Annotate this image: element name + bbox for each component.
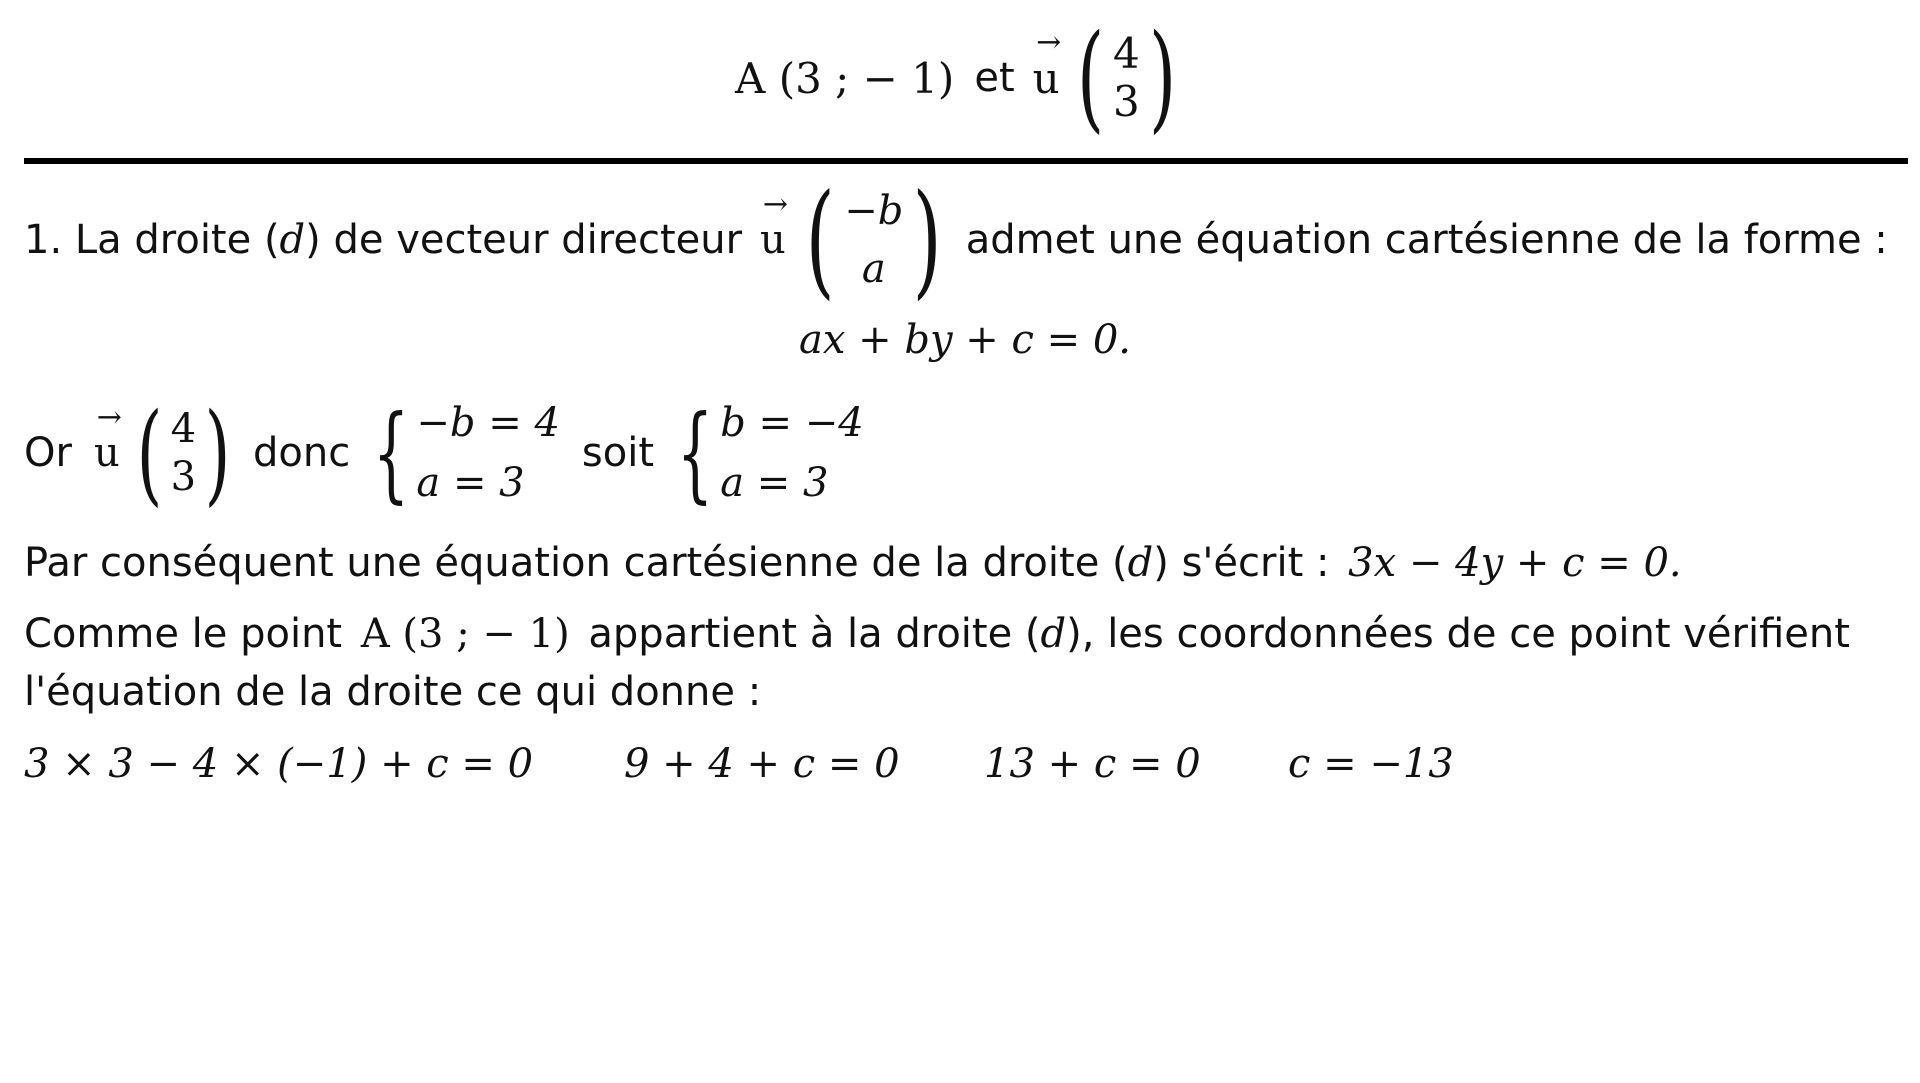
or-line: Or → u ( 4 3 ) donc { −b = 4 a = 3 soit { b = −4 a = 3: [24, 389, 864, 517]
vector-arrow-icon: →: [96, 400, 122, 435]
line1-d: d: [279, 217, 306, 263]
line1-vector-coordinates: ( −b a ): [805, 168, 943, 312]
header-point: A (3 ; − 1): [735, 53, 955, 103]
line1-vector-u: → u: [760, 216, 786, 264]
line1-vec-y: a: [861, 246, 886, 292]
system-2-line-1: b = −4: [720, 400, 864, 446]
calc-step-4: c = −13: [1288, 741, 1454, 787]
system-2: { b = −4 a = 3: [676, 392, 864, 514]
cartesian-equation: 3x − 4y + c = 0.: [1348, 540, 1682, 586]
header: [0, 10, 1920, 145]
comme-line-1: Comme le point A (3 ; − 1) appartient à la droite (d), les coordonnées de ce point vérifient: [24, 611, 1850, 657]
consequent-line: Par conséquent une équation cartésienne de la droite (d) s'écrit : 3x − 4y + c = 0.: [24, 540, 1682, 586]
system-1: { −b = 4 a = 3: [373, 392, 560, 514]
header-vector-coordinates: ( 4 3 ): [1076, 10, 1176, 145]
calc-step-2: 9 + 4 + c = 0: [624, 741, 900, 787]
calc-step-1: 3 × 3 − 4 × (−1) + c = 0: [24, 741, 534, 787]
statement-line-1: 1. La droite ( d ) de vecteur directeur → u ( −b a ) admet une équation cartésienne de la forme :: [24, 168, 1888, 312]
header-u-x: 4: [1112, 29, 1140, 78]
or-vector-coordinates: ( 4 3 ): [136, 389, 231, 517]
header-vector-u: → u: [1033, 54, 1060, 103]
system-1-line-2: a = 3: [416, 460, 525, 506]
or-vector-u: → u: [94, 429, 120, 477]
vector-arrow-icon: →: [762, 187, 788, 222]
system-2-line-2: a = 3: [720, 460, 829, 506]
header-et: et: [974, 55, 1015, 101]
line1-vec-x: −b: [844, 188, 904, 234]
system-1-line-1: −b = 4: [416, 400, 560, 446]
header-u-y: 3: [1112, 77, 1140, 126]
vector-arrow-icon: →: [1036, 24, 1062, 60]
general-equation: ax + by + c = 0.: [798, 317, 1131, 363]
calculation-line: [24, 740, 1454, 788]
calc-step-3: 13 + c = 0: [984, 741, 1201, 787]
header-divider: [24, 158, 1908, 164]
comme-line-2: l'équation de la droite ce qui donne :: [24, 669, 762, 715]
